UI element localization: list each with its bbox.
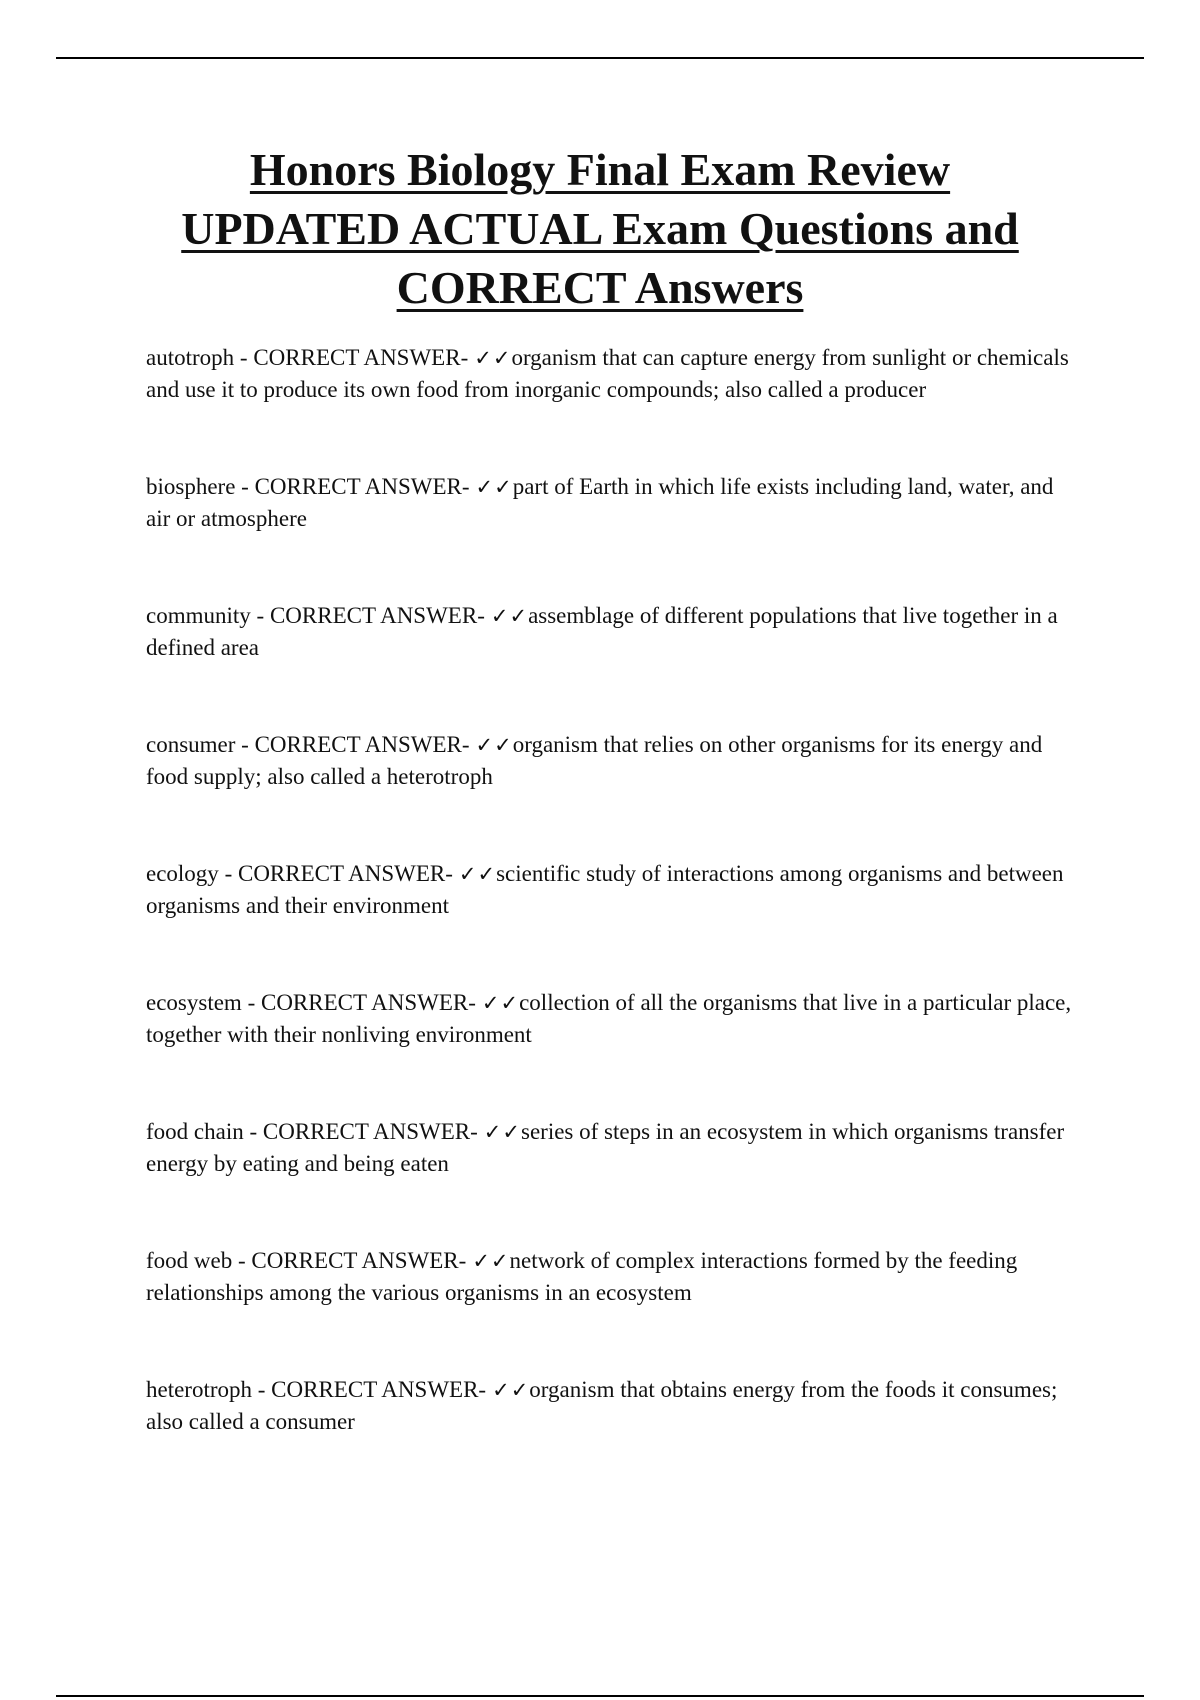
entry-term: autotroph — [146, 345, 235, 370]
title-line-2: UPDATED ACTUAL Exam Questions and — [181, 203, 1019, 254]
double-check-icon: ✓✓ — [458, 862, 497, 886]
double-check-icon: ✓✓ — [472, 1249, 510, 1273]
entry-answer-marker: - CORRECT ANSWER- — [224, 861, 453, 886]
entry-term: community — [146, 603, 251, 628]
page-title — [60, 140, 1140, 317]
title-line-3: CORRECT Answers — [396, 262, 804, 313]
double-check-icon: ✓✓ — [475, 733, 513, 757]
entry-answer-marker: - CORRECT ANSWER- — [256, 603, 485, 628]
entry-term: consumer — [146, 732, 236, 757]
entry-answer-marker: - CORRECT ANSWER- — [241, 474, 470, 499]
entry-answer-marker: - CORRECT ANSWER- — [237, 1248, 467, 1273]
double-check-icon: ✓✓ — [490, 604, 529, 628]
entry-definition: scientific study of interactions among organisms and between organisms and their environment — [146, 861, 1064, 918]
flashcard-entry — [146, 1374, 1076, 1437]
double-check-icon: ✓✓ — [483, 1120, 521, 1144]
double-check-icon: ✓✓ — [492, 1378, 530, 1402]
title-line-1: Honors Biology Final Exam Review — [249, 144, 951, 195]
entry-answer-marker: - CORRECT ANSWER- — [241, 732, 470, 757]
entry-term: biosphere — [146, 474, 236, 499]
top-rule — [56, 57, 1144, 59]
entry-definition: network of complex interactions formed by the feeding relationships among the various organisms in an ecosystem — [146, 1248, 1018, 1305]
flashcard-entry — [146, 342, 1076, 405]
entry-term: ecosystem — [146, 990, 242, 1015]
flashcard-entry — [146, 1116, 1076, 1179]
flashcard-entry — [146, 1245, 1076, 1308]
entry-definition: assemblage of different populations that live together in a defined area — [146, 603, 1058, 660]
flashcard-list — [146, 342, 1076, 1503]
entry-definition: part of Earth in which life exists including land, water, and air or atmosphere — [146, 474, 1054, 531]
flashcard-entry — [146, 600, 1076, 663]
flashcard-entry — [146, 858, 1076, 921]
double-check-icon: ✓✓ — [475, 475, 513, 499]
entry-definition: series of steps in an ecosystem in which organisms transfer energy by eating and being eaten — [146, 1119, 1065, 1176]
double-check-icon: ✓✓ — [474, 346, 512, 370]
entry-term: food web — [146, 1248, 233, 1273]
entry-definition: organism that obtains energy from the foods it consumes; also called a consumer — [146, 1377, 1058, 1434]
entry-answer-marker: - CORRECT ANSWER- — [247, 990, 476, 1015]
entry-definition: organism that can capture energy from sunlight or chemicals and use it to produce its own food from inorganic compounds; also called a producer — [146, 345, 1069, 402]
double-check-icon: ✓✓ — [481, 991, 520, 1015]
entry-term: food chain — [146, 1119, 244, 1144]
entry-answer-marker: - CORRECT ANSWER- — [257, 1377, 487, 1402]
entry-answer-marker: - CORRECT ANSWER- — [239, 345, 469, 370]
entry-answer-marker: - CORRECT ANSWER- — [249, 1119, 478, 1144]
flashcard-entry — [146, 987, 1076, 1050]
bottom-rule — [56, 1695, 1144, 1697]
entry-term: heterotroph — [146, 1377, 253, 1402]
flashcard-entry — [146, 471, 1076, 534]
entry-definition: collection of all the organisms that live in a particular place, together with their nonliving environment — [146, 990, 1072, 1047]
entry-term: ecology — [146, 861, 219, 886]
entry-definition: organism that relies on other organisms for its energy and food supply; also called a heterotroph — [146, 732, 1043, 789]
flashcard-entry — [146, 729, 1076, 792]
